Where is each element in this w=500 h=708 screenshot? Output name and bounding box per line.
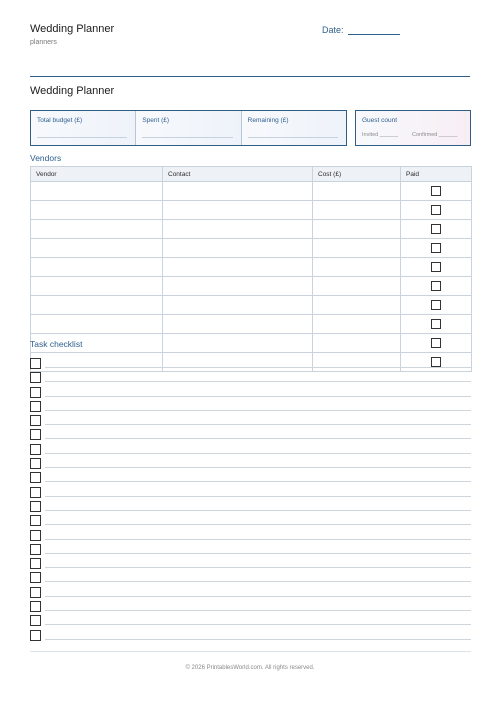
cost-cell[interactable] <box>313 258 401 277</box>
header-title: Wedding Planner <box>30 23 115 35</box>
task-checkbox[interactable] <box>30 601 41 612</box>
table-row <box>31 220 472 239</box>
task-checkbox[interactable] <box>30 401 41 412</box>
contact-cell[interactable] <box>163 182 313 201</box>
task-write-line[interactable] <box>45 438 471 439</box>
date-field[interactable] <box>348 34 400 35</box>
task-write-line[interactable] <box>45 367 471 368</box>
paid-cell <box>401 296 472 315</box>
task-checkbox[interactable] <box>30 544 41 555</box>
table-row <box>31 201 472 220</box>
task-write-line[interactable] <box>45 410 471 411</box>
header-divider <box>30 76 470 77</box>
paid-checkbox[interactable] <box>431 224 441 234</box>
task-checkbox[interactable] <box>30 515 41 526</box>
paid-checkbox[interactable] <box>431 319 441 329</box>
budget-remaining-label: Remaining (£) <box>247 117 289 124</box>
budget-spent-field[interactable] <box>142 137 232 138</box>
task-write-line[interactable] <box>45 567 471 568</box>
task-checkbox[interactable] <box>30 444 41 455</box>
task-item <box>30 542 471 556</box>
task-write-line[interactable] <box>45 453 471 454</box>
cost-cell[interactable] <box>313 182 401 201</box>
vendors-table-body <box>31 182 472 372</box>
paid-checkbox[interactable] <box>431 262 441 272</box>
task-item <box>30 427 471 441</box>
guest-count-panel <box>355 110 471 146</box>
budget-panel <box>30 110 347 146</box>
vendors-header-row <box>31 167 472 182</box>
task-item <box>30 456 471 470</box>
budget-total-field[interactable] <box>37 137 127 138</box>
task-write-line[interactable] <box>45 610 471 611</box>
paid-cell <box>401 258 472 277</box>
task-checkbox[interactable] <box>30 587 41 598</box>
task-write-line[interactable] <box>45 524 471 525</box>
task-write-line[interactable] <box>45 510 471 511</box>
vendor-cell[interactable] <box>31 239 163 258</box>
contact-cell[interactable] <box>163 315 313 334</box>
task-item <box>30 485 471 499</box>
cost-cell[interactable] <box>313 239 401 258</box>
task-item <box>30 585 471 599</box>
task-checklist <box>30 356 471 642</box>
task-item <box>30 399 471 413</box>
cost-cell[interactable] <box>313 315 401 334</box>
task-item <box>30 528 471 542</box>
table-row <box>31 182 472 201</box>
task-checkbox[interactable] <box>30 458 41 469</box>
task-item <box>30 570 471 584</box>
paid-checkbox[interactable] <box>431 338 441 348</box>
task-checkbox[interactable] <box>30 387 41 398</box>
budget-total-cell[interactable] <box>31 111 136 145</box>
budget-total-label: Total budget (£) <box>37 117 83 124</box>
task-write-line[interactable] <box>45 639 471 640</box>
guest-count-label: Guest count <box>362 117 398 124</box>
budget-spent-label: Spent (£) <box>142 117 170 124</box>
column-header-cost: Cost (£) <box>313 167 401 182</box>
vendors-table <box>30 166 472 372</box>
task-checkbox[interactable] <box>30 472 41 483</box>
column-header-vendor: Vendor <box>31 167 163 182</box>
table-row <box>31 315 472 334</box>
task-checkbox[interactable] <box>30 630 41 641</box>
header-subtitle: planners <box>30 39 57 46</box>
cost-cell[interactable] <box>313 277 401 296</box>
guests-invited-field[interactable]: Invited ______ <box>362 132 399 138</box>
contact-cell[interactable] <box>163 296 313 315</box>
task-write-line[interactable] <box>45 424 471 425</box>
task-item <box>30 442 471 456</box>
vendor-cell[interactable] <box>31 258 163 277</box>
table-row <box>31 239 472 258</box>
task-item <box>30 356 471 370</box>
task-item <box>30 370 471 384</box>
paid-cell <box>401 239 472 258</box>
paid-checkbox[interactable] <box>431 281 441 291</box>
task-write-line[interactable] <box>45 596 471 597</box>
contact-cell[interactable] <box>163 277 313 296</box>
column-header-paid: Paid <box>401 167 472 182</box>
vendor-cell[interactable] <box>31 277 163 296</box>
task-write-line[interactable] <box>45 624 471 625</box>
vendors-section-label: Vendors <box>30 153 62 163</box>
task-write-line[interactable] <box>45 553 471 554</box>
footer-divider <box>30 651 471 652</box>
task-checkbox[interactable] <box>30 429 41 440</box>
task-item <box>30 413 471 427</box>
paid-cell <box>401 315 472 334</box>
paid-cell <box>401 201 472 220</box>
vendor-cell[interactable] <box>31 182 163 201</box>
vendor-cell[interactable] <box>31 315 163 334</box>
task-item <box>30 385 471 399</box>
cost-cell[interactable] <box>313 334 401 353</box>
task-write-line[interactable] <box>45 381 471 382</box>
table-row <box>31 334 472 353</box>
column-header-contact: Contact <box>163 167 313 182</box>
task-write-line[interactable] <box>45 467 471 468</box>
contact-cell[interactable] <box>163 258 313 277</box>
paid-checkbox[interactable] <box>431 205 441 215</box>
task-item <box>30 499 471 513</box>
task-item <box>30 470 471 484</box>
contact-cell[interactable] <box>163 334 313 353</box>
task-checkbox[interactable] <box>30 415 41 426</box>
table-row <box>31 277 472 296</box>
budget-remaining-cell[interactable] <box>242 111 346 145</box>
task-checkbox[interactable] <box>30 558 41 569</box>
vendor-cell[interactable] <box>31 296 163 315</box>
task-write-line[interactable] <box>45 496 471 497</box>
page-title: Wedding Planner <box>30 85 115 97</box>
task-checkbox[interactable] <box>30 487 41 498</box>
task-write-line[interactable] <box>45 539 471 540</box>
task-item <box>30 599 471 613</box>
paid-cell <box>401 182 472 201</box>
task-write-line[interactable] <box>45 481 471 482</box>
paid-cell <box>401 334 472 353</box>
table-row <box>31 258 472 277</box>
contact-cell[interactable] <box>163 201 313 220</box>
cost-cell[interactable] <box>313 296 401 315</box>
paid-checkbox[interactable] <box>431 243 441 253</box>
task-item <box>30 556 471 570</box>
cost-cell[interactable] <box>313 201 401 220</box>
budget-remaining-field[interactable] <box>248 137 338 138</box>
task-write-line[interactable] <box>45 396 471 397</box>
budget-spent-cell[interactable] <box>136 111 241 145</box>
task-checkbox[interactable] <box>30 572 41 583</box>
paid-cell <box>401 277 472 296</box>
task-checkbox[interactable] <box>30 372 41 383</box>
guests-confirmed-field[interactable]: Confirmed ______ <box>412 132 458 138</box>
date-label: Date: <box>322 25 344 35</box>
task-item <box>30 513 471 527</box>
task-item <box>30 613 471 627</box>
paid-checkbox[interactable] <box>431 186 441 196</box>
tasks-section-label: Task checklist <box>30 339 83 349</box>
task-checkbox[interactable] <box>30 358 41 369</box>
vendor-cell[interactable] <box>31 220 163 239</box>
cost-cell[interactable] <box>313 220 401 239</box>
table-row <box>31 296 472 315</box>
task-checkbox[interactable] <box>30 501 41 512</box>
paid-cell <box>401 220 472 239</box>
task-write-line[interactable] <box>45 581 471 582</box>
task-checkbox[interactable] <box>30 615 41 626</box>
task-item <box>30 628 471 642</box>
contact-cell[interactable] <box>163 220 313 239</box>
paid-checkbox[interactable] <box>431 300 441 310</box>
footer-copyright: © 2026 PrintablesWorld.com. All rights reserved. <box>185 665 315 671</box>
contact-cell[interactable] <box>163 239 313 258</box>
vendor-cell[interactable] <box>31 201 163 220</box>
task-checkbox[interactable] <box>30 530 41 541</box>
